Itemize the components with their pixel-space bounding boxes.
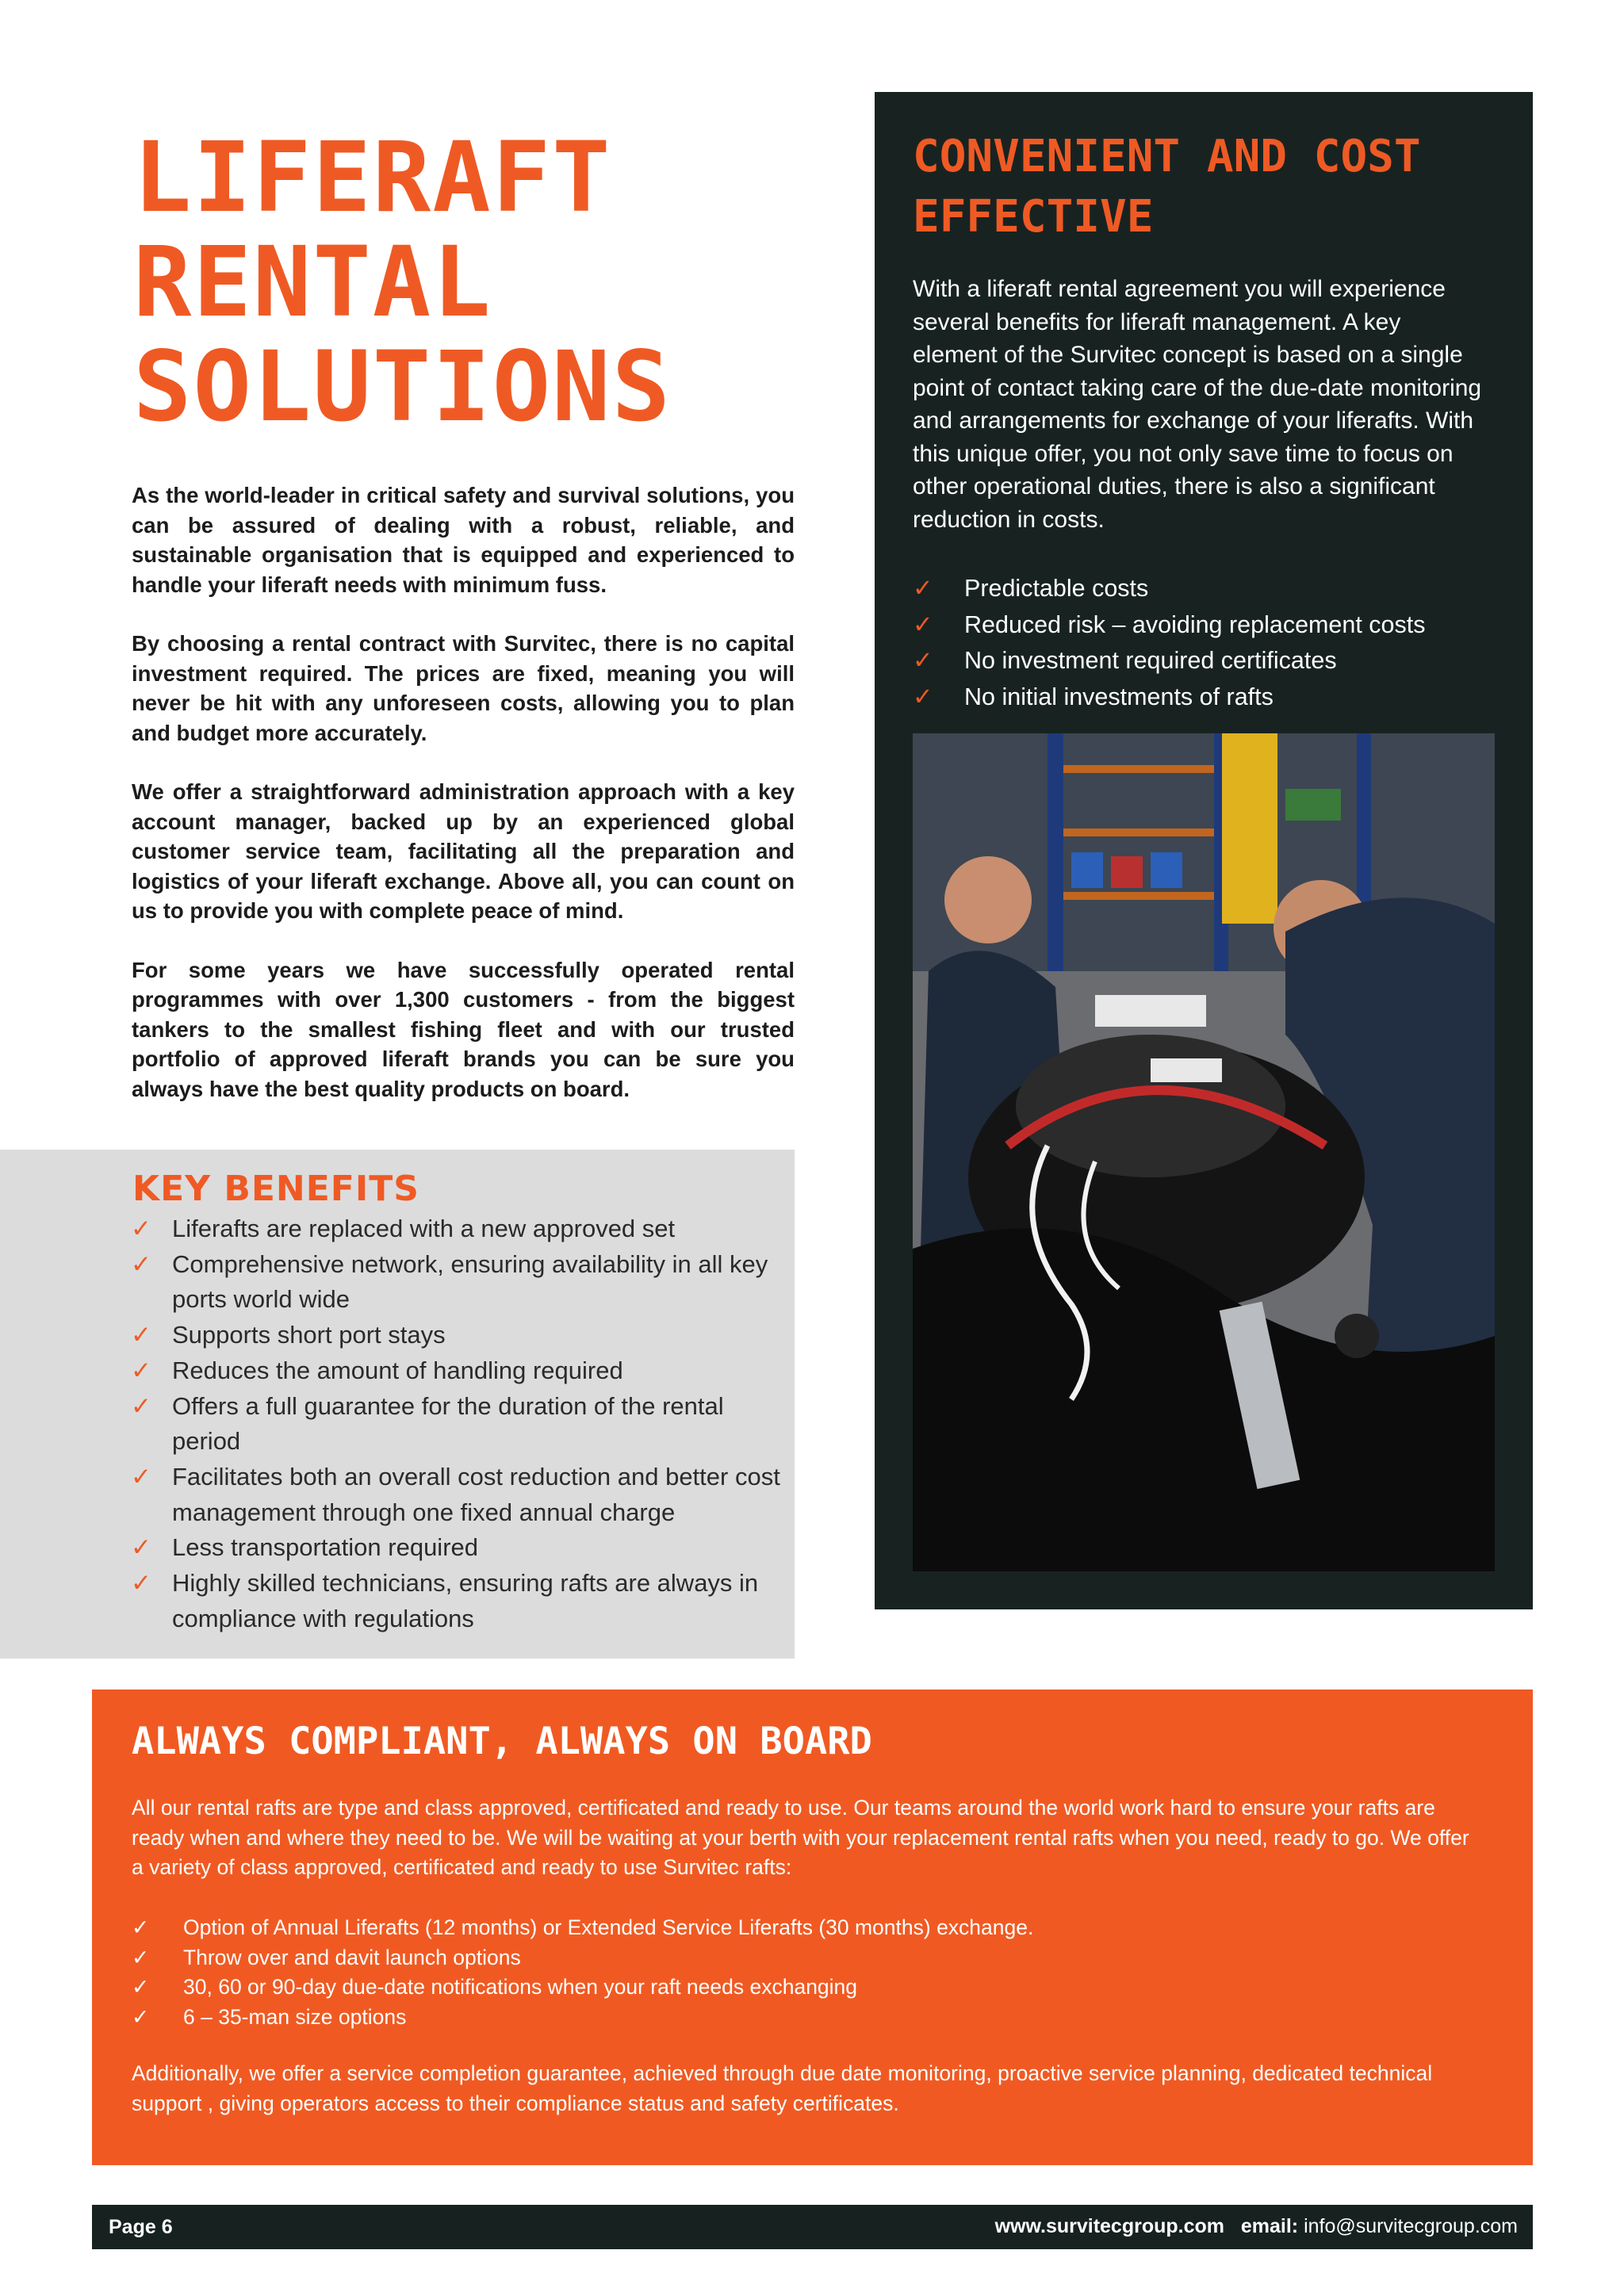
list-item [132, 1973, 1480, 2003]
convenient-list [913, 571, 1515, 715]
list-item [913, 571, 1515, 607]
check-icon: ✓ [913, 610, 933, 639]
page-title [133, 121, 847, 443]
list-item-text: Facilitates both an overall cost reduction and better cost management through one fixed annual charge [172, 1462, 780, 1526]
check-icon: ✓ [913, 647, 933, 675]
check-icon: ✓ [132, 2004, 150, 2030]
check-icon: ✓ [131, 1569, 151, 1598]
list-item-text: Less transportation required [172, 1533, 479, 1562]
title-line: LIFERAFT [133, 121, 612, 234]
convenient-body: With a liferaft rental agreement you will experience several benefits for liferaft management. A key element of the Survitec concept is based on a single point of contact taking care of the due-date monitoring and arrangements for exchange of your liferafts. With this unique offer, you not only save time to focus on other operational duties, there is also a significant reduction in costs. [913, 276, 1482, 533]
list-item-text: Option of Annual Liferafts (12 months) or Extended Service Liferafts (30 months) exchange. [183, 1915, 1034, 1939]
footer-contact [995, 2215, 1518, 2238]
check-icon: ✓ [131, 1533, 151, 1563]
list-item [913, 679, 1515, 716]
check-icon: ✓ [132, 1915, 150, 1940]
check-icon: ✓ [131, 1215, 151, 1243]
list-item-text: Comprehensive network, ensuring availability in all key ports world wide [172, 1249, 768, 1314]
check-icon: ✓ [132, 1945, 150, 1970]
list-item [913, 643, 1515, 679]
list-item-text: 6 – 35-man size options [183, 2004, 407, 2029]
compliance-list [132, 1913, 1480, 2032]
list-item [132, 1943, 1480, 1973]
list-item [913, 607, 1515, 644]
key-benefits-heading: KEY BENEFITS [132, 1169, 419, 1209]
check-icon: ✓ [913, 683, 933, 711]
list-item [132, 1913, 1480, 1943]
compliance-intro: All our rental rafts are type and class approved, certificated and ready to use. Our teams around the world work hard to ensure your rafts are ready when and where they need to be. We will be waiting at your berth with your replacement rental rafts when you need, ready to go. We offer a variety of class approved, certificated and ready to use Survitec rafts: [132, 1796, 1469, 1879]
convenient-heading: CONVENIENT AND COST EFFECTIVE [913, 131, 1421, 243]
intro-paragraph: By choosing a rental contract with Survitec, there is no capital investment required. The prices are fixed, meaning you will never be hit with any unforeseen costs, allowing you to plan and budget more accurately. [132, 631, 795, 745]
website-link[interactable]: www.survitecgroup.com [994, 2215, 1224, 2237]
page-number: Page 6 [109, 2216, 173, 2238]
check-icon: ✓ [131, 1462, 151, 1491]
title-line: RENTAL [133, 226, 492, 339]
email-link[interactable]: info@survitecgroup.com [1304, 2215, 1518, 2237]
list-item-text: Highly skilled technicians, ensuring rafts are always in compliance with regulations [172, 1569, 759, 1632]
photo-illustration [913, 733, 1495, 1571]
key-benefits-list [131, 1211, 781, 1636]
list-item-text: Liferafts are replaced with a new approved set [172, 1215, 676, 1242]
list-item [131, 1353, 781, 1389]
list-item [131, 1460, 781, 1530]
list-item-text: Throw over and davit launch options [183, 1945, 521, 1969]
list-item [131, 1211, 781, 1247]
list-item-text: Offers a full guarantee for the duration of the rental period [172, 1391, 724, 1456]
check-icon: ✓ [131, 1249, 151, 1279]
check-icon: ✓ [132, 1975, 150, 1999]
list-item-text: Reduced risk – avoiding replacement costs [964, 610, 1426, 638]
intro-paragraph: As the world-leader in critical safety and survival solutions, you can be assured of dealing with a robust, reliable, and sustainable organisation that is equipped and experienced to handle your liferaft needs with minimum fuss. [132, 483, 795, 597]
list-item-text: Reduces the amount of handling required [172, 1356, 623, 1384]
compliance-outro: Additionally, we offer a service completion guarantee, achieved through due date monitoring, proactive service planning, dedicated technical support , giving operators access to their compliance status and safety certificates. [132, 2061, 1433, 2115]
intro-paragraph: We offer a straightforward administration approach with a key account manager, backed up by an experienced global customer service team, facilitating all the preparation and logistics of your liferaft exchange. Above all, you can count on us to provide you with complete peace of mind. [132, 779, 795, 923]
technicians-photo [913, 733, 1495, 1571]
compliance-heading: ALWAYS COMPLIANT, ALWAYS ON BOARD [132, 1720, 872, 1763]
list-item-text: No initial investments of rafts [964, 683, 1274, 710]
check-icon: ✓ [131, 1391, 151, 1421]
list-item-text: 30, 60 or 90-day due-date notifications when your raft needs exchanging [183, 1975, 858, 1999]
check-icon: ✓ [913, 575, 933, 603]
list-item [131, 1247, 781, 1318]
list-item-text: Supports short port stays [172, 1321, 446, 1349]
email-label: email: [1240, 2215, 1299, 2237]
list-item [131, 1318, 781, 1353]
list-item-text: No investment required certificates [964, 647, 1337, 675]
intro-section [132, 480, 795, 1133]
check-icon: ✓ [131, 1356, 151, 1385]
title-line: SOLUTIONS [133, 331, 672, 443]
list-item [131, 1530, 781, 1566]
list-item [132, 2003, 1480, 2033]
list-item [131, 1389, 781, 1460]
check-icon: ✓ [131, 1321, 151, 1350]
list-item-text: Predictable costs [964, 575, 1149, 602]
intro-paragraph: For some years we have successfully operated rental programmes with over 1,300 customers - from the biggest tankers to the smallest fishing fleet and with our trusted portfolio of approved liferaft brands you can be sure you always have the best quality products on board. [132, 957, 795, 1101]
list-item [131, 1566, 781, 1636]
